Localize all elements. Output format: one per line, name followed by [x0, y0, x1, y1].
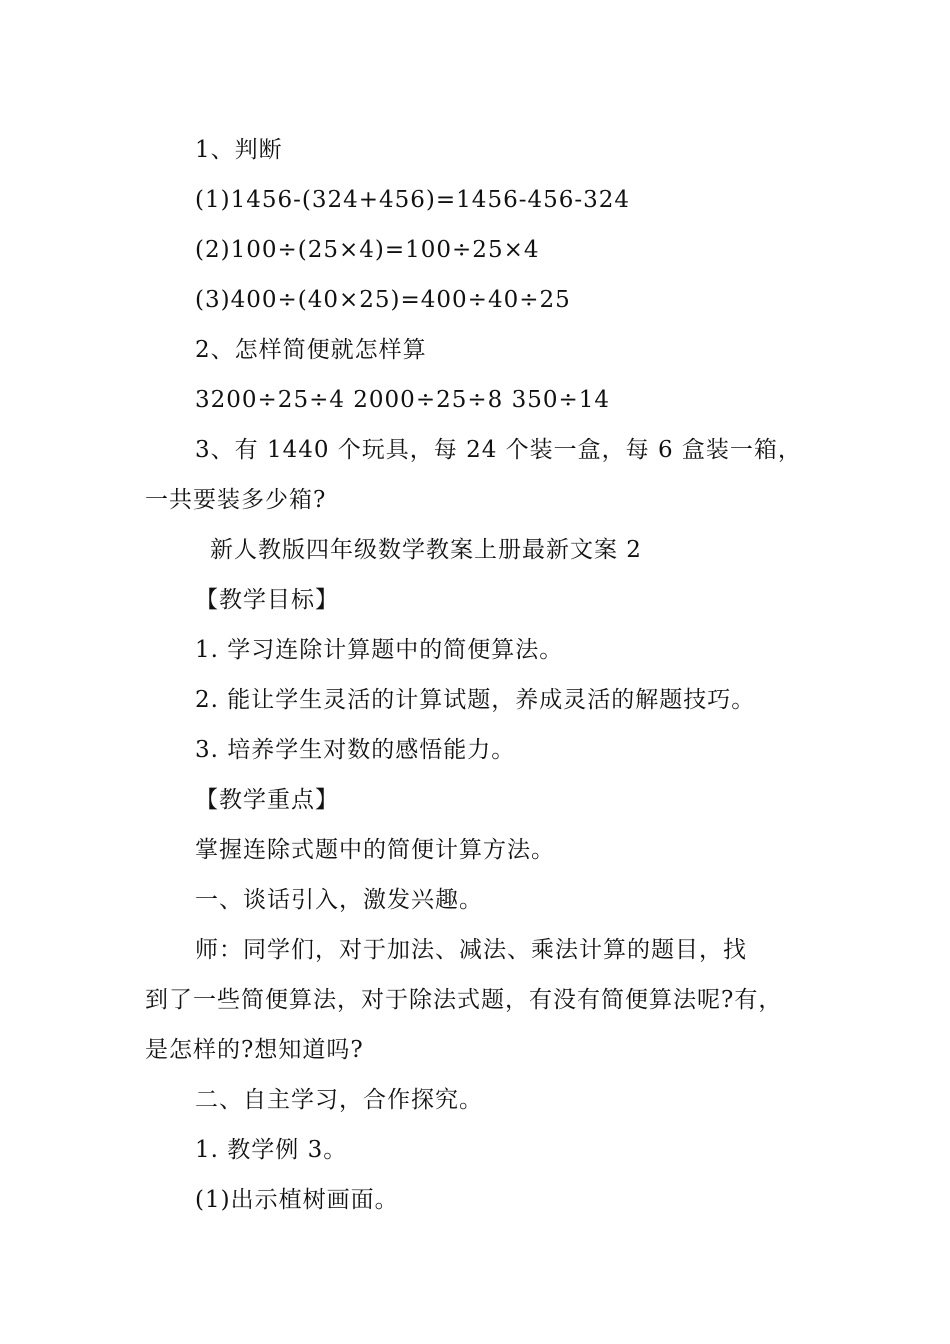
goal-2: 2. 能让学生灵活的计算试题，养成灵活的解题技巧。	[195, 687, 756, 713]
teacher-speech-line-3: 是怎样的?想知道吗?	[145, 1037, 364, 1063]
question-1-heading: 1、判断	[195, 137, 283, 163]
teacher-speech-line-1: 师：同学们，对于加法、减法、乘法计算的题目，找	[195, 937, 747, 963]
teacher-speech-line-2: 到了一些简便算法，对于除法式题，有没有简便算法呢?有，	[145, 987, 783, 1013]
calculation-items: 3200÷25÷4 2000÷25÷8 350÷14	[195, 387, 611, 413]
part-1-heading: 一、谈话引入，激发兴趣。	[195, 887, 483, 913]
part-2-heading: 二、自主学习，合作探究。	[195, 1087, 483, 1113]
example-3-step-1: (1)出示植树画面。	[195, 1187, 399, 1213]
example-3-heading: 1. 教学例 3。	[195, 1137, 348, 1163]
question-3-line-2: 一共要装多少箱?	[145, 487, 327, 513]
teaching-focus-text: 掌握连除式题中的简便计算方法。	[195, 837, 555, 863]
question-3-line-1: 3、有 1440 个玩具，每 24 个装一盒，每 6 盒装一箱，	[195, 437, 802, 463]
judgement-item-2: (2)100÷(25×4)=100÷25×4	[195, 237, 540, 263]
goal-1: 1. 学习连除计算题中的简便算法。	[195, 637, 564, 663]
judgement-item-3: (3)400÷(40×25)=400÷40÷25	[195, 287, 571, 313]
teaching-goals-heading: 【教学目标】	[195, 587, 339, 613]
teaching-focus-heading: 【教学重点】	[195, 787, 339, 813]
section-title: 新人教版四年级数学教案上册最新文案 2	[210, 537, 642, 563]
goal-3: 3. 培养学生对数的感悟能力。	[195, 737, 516, 763]
judgement-item-1: (1)1456-(324+456)=1456-456-324	[195, 187, 631, 213]
question-2-heading: 2、怎样简便就怎样算	[195, 337, 427, 363]
